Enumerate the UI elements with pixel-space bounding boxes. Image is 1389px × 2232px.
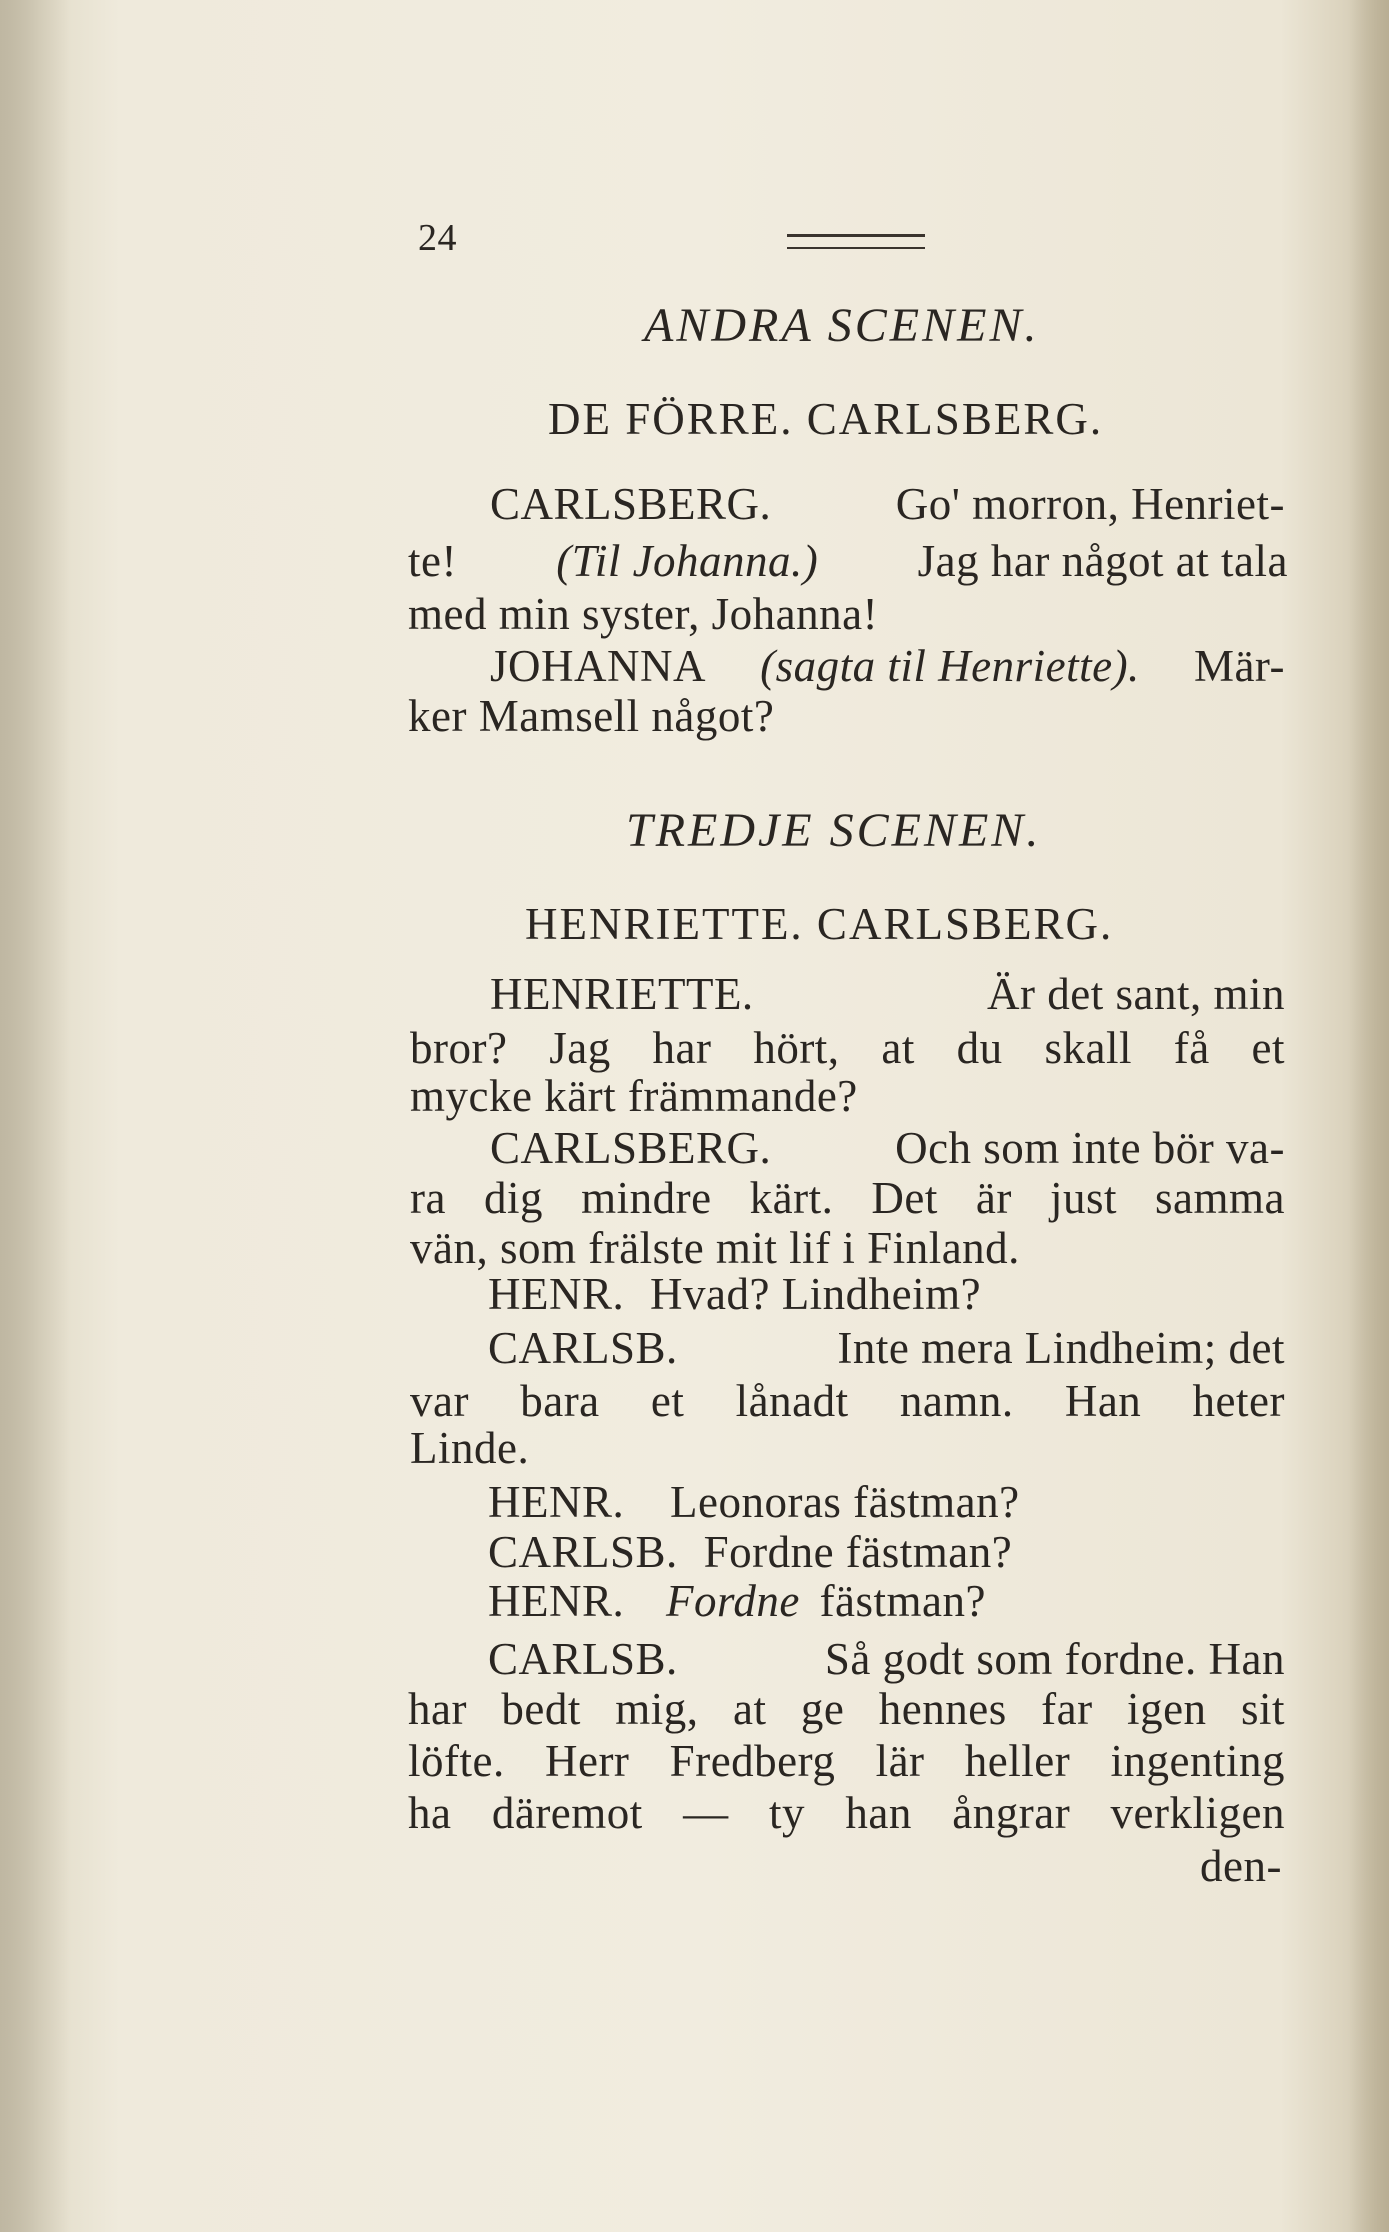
dialogue-line bbox=[410, 1022, 1285, 1074]
dialogue-line bbox=[488, 1575, 986, 1627]
speech-text: fästman? bbox=[819, 1576, 986, 1626]
dialogue-line bbox=[488, 1633, 1285, 1685]
speaker-name: HENRIETTE. bbox=[490, 969, 754, 1019]
speech-text: Jag har något at tala bbox=[917, 536, 1288, 586]
dialogue-line bbox=[408, 690, 774, 742]
speaker-name: HENR. bbox=[488, 1477, 625, 1527]
emphasis-text: Fordne bbox=[666, 1576, 800, 1626]
speech-text: Go' morron, Henriet- bbox=[895, 479, 1285, 529]
speech-text: Leonoras fästman? bbox=[670, 1477, 1020, 1527]
speech-text: Linde. bbox=[410, 1423, 530, 1473]
dialogue-line bbox=[408, 1683, 1285, 1735]
scene-heading-andra: ANDRA SCENEN. bbox=[644, 299, 1040, 352]
speaker-name: CARLSB. bbox=[488, 1527, 678, 1577]
dialogue-line bbox=[410, 1422, 529, 1474]
speech-text: Är det sant, min bbox=[987, 969, 1285, 1019]
speech-text: har bedt mig, at ge hennes far igen sit bbox=[408, 1684, 1285, 1734]
stage-direction: (Til Johanna.) bbox=[556, 536, 819, 586]
dialogue-line bbox=[408, 1735, 1285, 1787]
speech-text: te! bbox=[408, 536, 457, 586]
dialogue-line bbox=[408, 1787, 1285, 1839]
speaker-name: JOHANNA bbox=[490, 641, 706, 691]
speech-text: vän, som frälste mit lif i Finland. bbox=[410, 1223, 1020, 1273]
speaker-name: CARLSBERG. bbox=[490, 1123, 772, 1173]
dialogue-line bbox=[490, 640, 1285, 692]
speech-text: ra dig mindre kärt. Det är just samma bbox=[410, 1173, 1285, 1223]
speech-text: ker Mamsell något? bbox=[408, 691, 775, 741]
speech-text: med min syster, Johanna! bbox=[408, 589, 879, 639]
scene-heading-tredje: TREDJE SCENEN. bbox=[626, 804, 1042, 857]
speech-text: bror? Jag har hört, at du skall få et bbox=[410, 1023, 1285, 1073]
speech-text: Inte mera Lindheim; det bbox=[837, 1323, 1285, 1373]
dialogue-line bbox=[490, 478, 1285, 530]
speech-text: Och som inte bör va- bbox=[895, 1123, 1285, 1173]
cast-list-scene2: DE FÖRRE. CARLSBERG. bbox=[548, 394, 1104, 444]
dialogue-line bbox=[488, 1268, 981, 1320]
speaker-name: HENR. bbox=[488, 1269, 625, 1319]
speech-text: Hvad? Lindheim? bbox=[650, 1269, 982, 1319]
dialogue-line bbox=[488, 1476, 1020, 1528]
header-rule bbox=[787, 234, 925, 249]
speaker-name: CARLSB. bbox=[488, 1634, 678, 1684]
dialogue-line bbox=[408, 588, 878, 640]
speaker-name: HENR. bbox=[488, 1576, 625, 1626]
speech-text: Mär- bbox=[1193, 641, 1285, 691]
dialogue-line bbox=[410, 1222, 1020, 1274]
cast-list-scene3: HENRIETTE. CARLSBERG. bbox=[525, 899, 1114, 949]
speech-text: Fordne fästman? bbox=[703, 1527, 1013, 1577]
speech-text: mycke kärt främmande? bbox=[410, 1071, 858, 1121]
dialogue-line bbox=[410, 1375, 1285, 1427]
speech-text: var bara et lånadt namn. Han heter bbox=[410, 1376, 1285, 1426]
dialogue-line bbox=[488, 1526, 1012, 1578]
stage-direction: (sagta til Henriette). bbox=[760, 641, 1140, 691]
speech-text: ha däremot — ty han ångrar verkligen bbox=[408, 1788, 1285, 1838]
page-number: 24 bbox=[418, 217, 457, 259]
dialogue-line bbox=[488, 1322, 1285, 1374]
dialogue-line bbox=[408, 535, 1288, 587]
catchword: den- bbox=[1200, 1841, 1282, 1891]
dialogue-line bbox=[490, 968, 1285, 1020]
speaker-name: CARLSBERG. bbox=[490, 479, 772, 529]
dialogue-line bbox=[490, 1122, 1285, 1174]
dialogue-line bbox=[410, 1070, 858, 1122]
speaker-name: CARLSB. bbox=[488, 1323, 678, 1373]
dialogue-line bbox=[410, 1172, 1285, 1224]
speech-text: löfte. Herr Fredberg lär heller ingenting bbox=[408, 1736, 1285, 1786]
speech-text: Så godt som fordne. Han bbox=[824, 1634, 1285, 1684]
